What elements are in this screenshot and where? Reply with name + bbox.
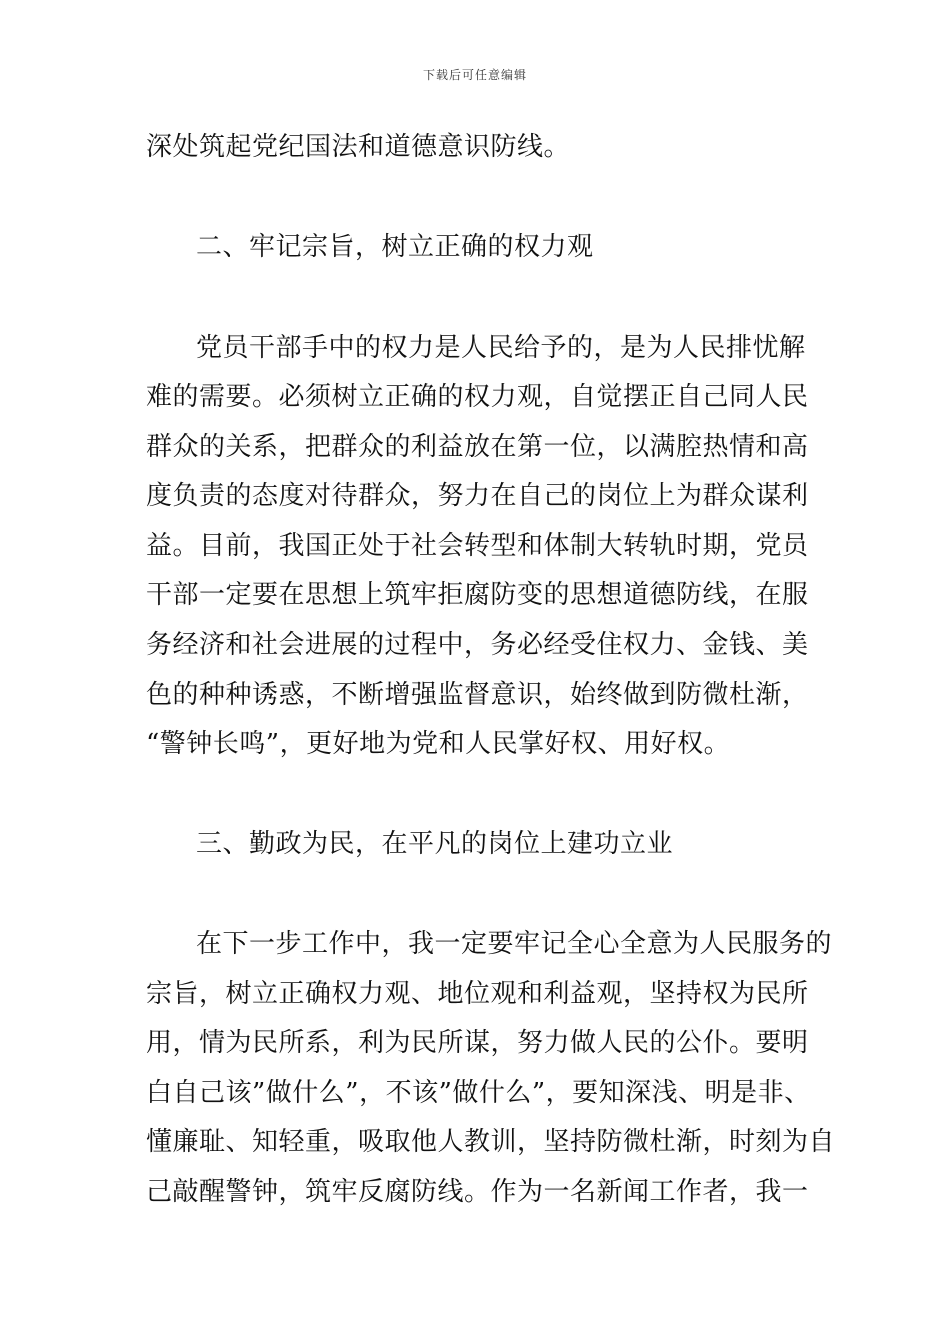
body-text-line: 难的需要。必须树立正确的权力观，自觉摆正自己同人民 xyxy=(146,382,809,412)
body-text-line: 白自己该”做什么”，不该”做什么”，要知深浅、明是非、 xyxy=(146,1078,811,1108)
body-text-line: 色的种种诱惑，不断增强监督意识，始终做到防微杜渐， xyxy=(146,680,809,710)
body-text-line: 群众的关系，把群众的利益放在第一位，以满腔热情和高 xyxy=(146,432,809,462)
section-heading: 二、牢记宗旨，树立正确的权力观 xyxy=(196,232,594,262)
body-text-line: 干部一定要在思想上筑牢拒腐防变的思想道德防线，在服 xyxy=(146,580,809,610)
section-heading: 三、勤政为民，在平凡的岗位上建功立业 xyxy=(196,829,674,859)
body-text-line: 度负责的态度对待群众，努力在自己的岗位上为群众谋利 xyxy=(146,481,809,511)
paragraph-first-line: 党员干部手中的权力是人民给予的，是为人民排忧解 xyxy=(196,333,806,363)
body-text-line: 己敲醒警钟，筑牢反腐防线。作为一名新闻工作者，我一 xyxy=(146,1177,809,1207)
body-text-line: 深处筑起党纪国法和道德意识防线。 xyxy=(146,132,571,162)
body-text-line: 务经济和社会进展的过程中，务必经受住权力、金钱、美 xyxy=(146,630,809,660)
paragraph-first-line: 在下一步工作中，我一定要牢记全心全意为人民服务的 xyxy=(196,929,833,959)
body-text-line: 用，情为民所系，利为民所谋，努力做人民的公仆。要明 xyxy=(146,1028,809,1058)
page-header: 下载后可任意编辑 xyxy=(422,68,527,82)
body-text-line: 益。目前，我国正处于社会转型和体制大转轨时期，党员 xyxy=(146,531,809,561)
body-text-line: 懂廉耻、知轻重，吸取他人教训，坚持防微杜渐，时刻为自 xyxy=(146,1127,836,1157)
body-text-line: 宗旨，树立正确权力观、地位观和利益观，坚持权为民所 xyxy=(146,979,809,1009)
body-text-line: “警钟长鸣”，更好地为党和人民掌好权、用好权。 xyxy=(146,729,731,759)
